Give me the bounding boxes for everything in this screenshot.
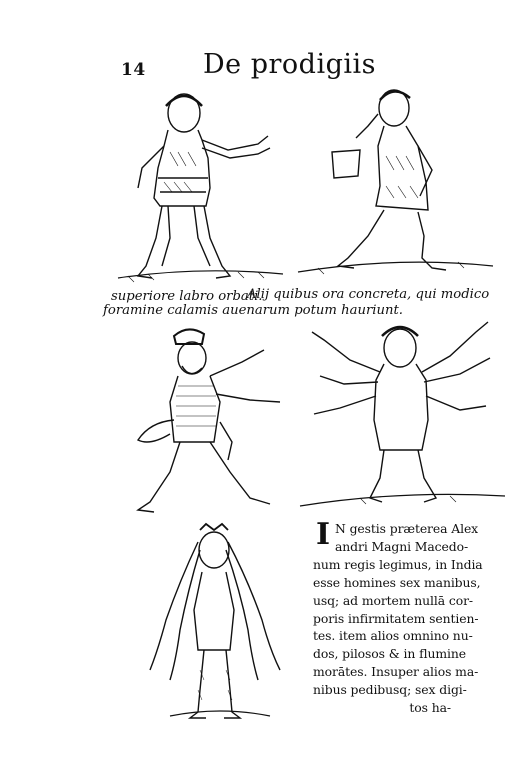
text-line: usq; ad mortem nullā cor- [313, 592, 473, 608]
running-title: De prodigiis [203, 49, 376, 80]
body-text [313, 517, 483, 717]
text-line: num regis legimus, in India [313, 556, 483, 572]
text-line: esse homines sex manibus, [313, 574, 481, 590]
woodcut-man-reed [298, 86, 493, 282]
woodcut-man-no-lip [118, 88, 283, 286]
caption-reed-line1: Alij quibus ora concreta, qui modico [247, 287, 490, 302]
text-line: andri Magni Macedo- [335, 538, 469, 554]
drop-cap: I [316, 517, 331, 552]
woodcut-six-armed-man [300, 310, 505, 510]
text-line: dos, pilosos & in flumine [313, 646, 466, 662]
text-line: N gestis præterea Alex [335, 521, 479, 536]
text-line: morātes. Insuper alios ma- [313, 664, 479, 680]
text-line: tes. item alios omnino nu- [313, 628, 473, 644]
woodcut-armored-man [130, 322, 290, 518]
page-number: 14 [121, 60, 146, 80]
text-line: nibus pedibusq; sex digi- [313, 682, 467, 698]
caption-reed-line2: foramine calamis auenarum potum hauriunt. [103, 303, 403, 318]
woodcut-hairy-woman [130, 520, 298, 730]
text-line: poris infirmitatem sentien- [313, 610, 479, 626]
text-line: tos ha- [409, 700, 451, 716]
caption-lip: superiore labro orbati. [111, 289, 263, 304]
